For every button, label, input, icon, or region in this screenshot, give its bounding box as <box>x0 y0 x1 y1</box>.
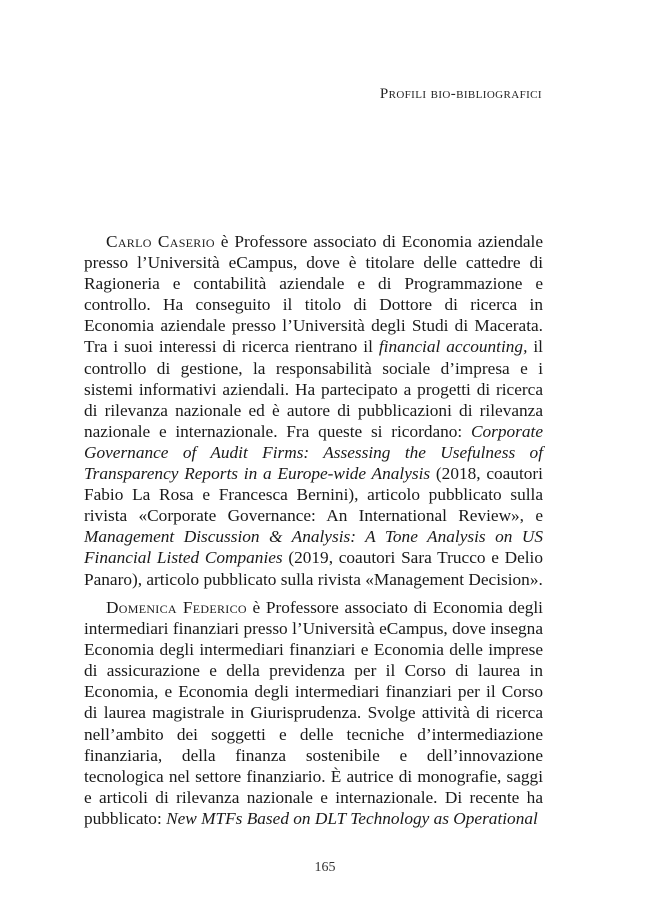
body-text: è Professore associato di Economia aziendale presso l’Università eCampus, dove è titolare delle cattedre di Ragioneria e contabilità aziendale e di Programmazione e controllo. Ha conseguito il titolo di Dottore di ricerca in Economia aziendale presso l’Università degli Studi di Macerata. Tra i suoi interessi di ricerca rientrano il <box>84 232 544 357</box>
paragraph-text <box>84 598 543 828</box>
profile-paragraph-caserio <box>84 231 543 590</box>
italic-title-text: financial accounting, <box>378 337 528 357</box>
profile-paragraph-federico <box>84 597 543 829</box>
italic-title-text: New MTFs Based on DLT Technology as Operational <box>166 808 538 828</box>
italic-title-text: Corporate Governance of Audit Firms: Assessing the Usefulness of Transparency Reports in a Europe-wide Analysis <box>84 421 543 484</box>
body-text: il controllo di gestione, la responsabilità sociale d’impresa e i sistemi informativi aziendali. Ha partecipato a progetti di ricerca di rilevanza nazionale ed è autore di pubblicazioni di rilevanza nazionale e internazionale. Fra queste si ricordano: <box>84 337 543 441</box>
body-text: (2019, coautori Sara Trucco e Delio Panaro), articolo pubblicato sulla rivista «Management Decision». <box>84 548 543 589</box>
running-head: Profili bio-bibliografici <box>379 86 542 102</box>
author-name: Domenica Federico <box>106 598 247 617</box>
author-name: Carlo Caserio <box>106 232 215 251</box>
paragraph-text <box>84 232 543 589</box>
body-text: (2018, coautori Fabio La Rosa e Francesca Bernini), articolo pubblicato sulla rivista «Corporate Governance: An International Review», e <box>84 464 543 526</box>
page-number: 165 <box>314 860 336 875</box>
body-text: è Professore associato di Economia degli intermediari finanziari presso l’Università eCampus, dove insegna Economia degli intermediari finanziari e Economia delle imprese di assicurazione e della previdenza per il Corso di laurea in Economia, e Economia degli intermediari finanziari per il Corso di laurea magistrale in Giurisprudenza. Svolge attività di ricerca nell’ambito dei soggetti e delle tecniche d’intermediazione finanziaria, della finanza sostenibile e dell’innovazione tecnologica nel settore finanziario. È autrice di monografie, saggi e articoli di rilevanza nazionale e internazionale. Di recente ha pubblicato: <box>84 598 543 828</box>
italic-title-text: Management Discussion & Analysis: A Tone Analysis on US Financial Listed Companies <box>84 527 543 568</box>
